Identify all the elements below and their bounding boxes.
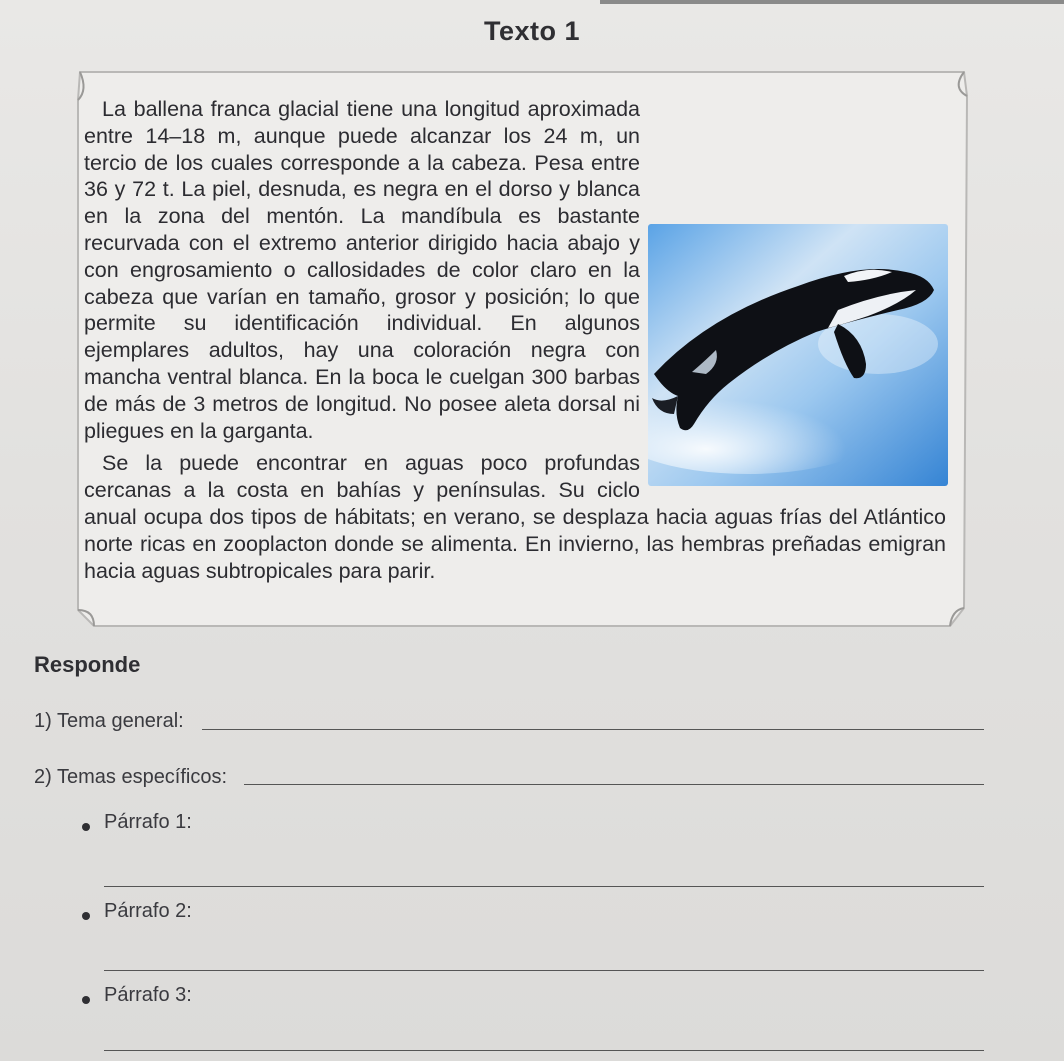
- paragraph-1-answer-line[interactable]: [104, 886, 984, 887]
- question-2-label: 2) Temas específicos:: [34, 766, 228, 788]
- question-2-answer-line[interactable]: [244, 784, 984, 785]
- paragraph-1-text: La ballena franca glacial tiene una longitud aproximada entre 14–18 m, aunque puede alcanzar los 24 m, un tercio de los cuales corresponde a la cabeza. Pesa entre 36 y 72 t. La piel, desnuda, es negra en el dorso y blanca en la zona del mentón. La mandíbula es bastante recurvada con el extremo anterior dirigido hacia abajo y con engrosamiento o callosidades de color claro en la cabeza que varían en tamaño, grosor y posición; lo que permite su identificación individual. En algunos ejemplares adultos, hay una coloración negra con mancha ventral blanca. En la boca le cuelgan 300 barbas de más de 3 metros de longitud. No posee aleta dorsal ni pliegues en la garganta.: [84, 97, 640, 443]
- passage-paragraph-1: [84, 96, 946, 444]
- bullet-icon: [82, 823, 90, 831]
- question-1-answer-line[interactable]: [202, 729, 984, 730]
- top-rule: [600, 0, 1064, 4]
- question-1-label: 1) Tema general:: [34, 710, 184, 732]
- paragraph-2-text: Se la puede encontrar en aguas poco profundas cercanas a la costa en bahías y penínsulas. Su ciclo anual ocupa dos tipos de hábitats; en verano, se desplaza hacia aguas frías del Atlántico norte ricas en zooplacton donde se alimenta. En invierno, las hembras preñadas emigran hacia aguas subtropicales para parir.: [84, 451, 946, 583]
- orca-image: [648, 224, 948, 486]
- paragraph-3-answer-line[interactable]: [104, 1050, 984, 1051]
- orca-photo: [648, 224, 948, 486]
- section-heading: Responde: [34, 652, 141, 677]
- paragraph-1-prompt: Párrafo 1:: [104, 811, 192, 833]
- answer-section: [34, 652, 994, 678]
- paragraph-2-answer-line[interactable]: [104, 970, 984, 971]
- reading-passage: [84, 96, 946, 584]
- paragraph-3-prompt: Párrafo 3:: [104, 984, 192, 1006]
- page-title: Texto 1: [483, 16, 581, 46]
- bullet-icon: [82, 912, 90, 920]
- paragraph-2-prompt: Párrafo 2:: [104, 900, 192, 922]
- bullet-icon: [82, 996, 90, 1004]
